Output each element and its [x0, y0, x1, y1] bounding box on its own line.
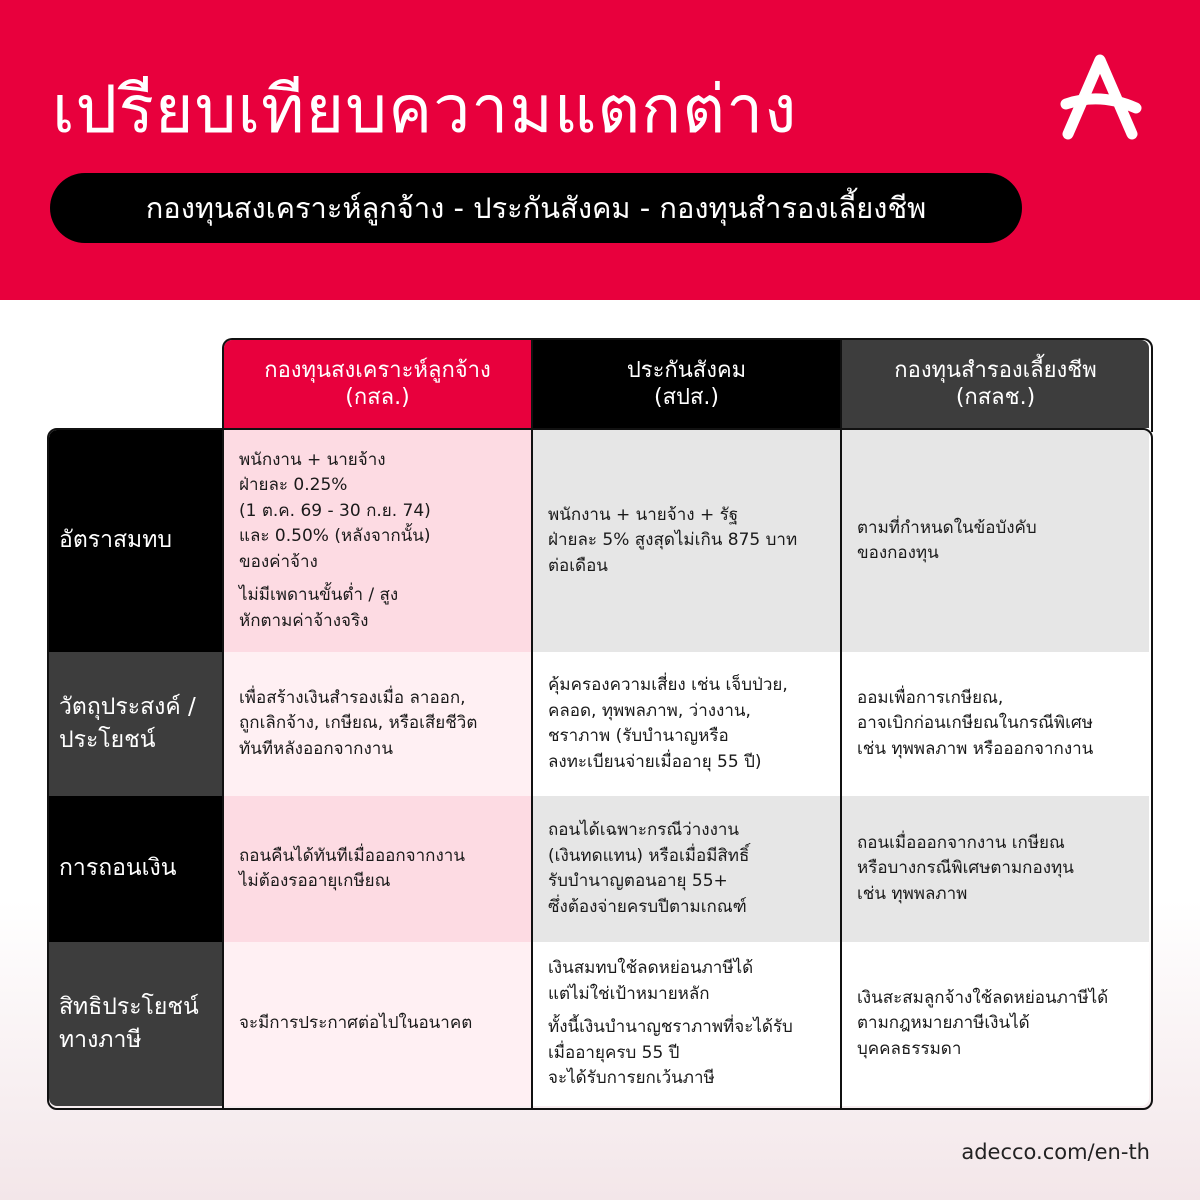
row-label-text: สิทธิประโยชน์	[59, 993, 199, 1020]
table-cell	[533, 796, 840, 942]
cell-line: เมื่ออายุครบ 55 ปี	[548, 1042, 680, 1063]
row-label-text: อัตราสมทบ	[59, 527, 172, 554]
cell-line: บุคคลธรรมดา	[857, 1038, 962, 1059]
column-divider	[840, 338, 842, 1108]
cell-line: อาจเบิกก่อนเกษียณในกรณีพิเศษ	[857, 713, 1093, 734]
table-cell	[842, 942, 1149, 1106]
row-label-contribution-rate	[49, 430, 222, 652]
cell-line: ไม่ต้องรออายุเกษียณ	[239, 871, 391, 891]
cell-line: หรือบางกรณีพิเศษตามกองทุน	[857, 858, 1074, 879]
table-cell	[224, 796, 531, 942]
cell-line: ถูกเลิกจ้าง, เกษียณ, หรือเสียชีวิต	[239, 713, 478, 734]
row-label-text: การถอนเงิน	[59, 855, 177, 882]
cell-line: พนักงาน + นายจ้าง + รัฐ	[548, 504, 739, 525]
cell-line: คลอด, ทุพพลภาพ, ว่างงาน,	[548, 700, 751, 721]
cell-line: เงินสะสมลูกจ้างใช้ลดหย่อนภาษีได้	[857, 987, 1109, 1008]
column-header-line1: กองทุนสำรองเลี้ยงชีพ	[894, 357, 1097, 383]
cell-line: ถอนได้เฉพาะกรณีว่างงาน	[548, 820, 740, 840]
cell-line: ของกองทุน	[857, 543, 939, 563]
cell-line: คุ้มครองความเสี่ยง เช่น เจ็บป่วย,	[548, 675, 788, 695]
cell-line: จะได้รับการยกเว้นภาษี	[548, 1068, 715, 1089]
column-header-social-security	[533, 340, 840, 428]
column-divider	[222, 428, 224, 1108]
page-subtitle: กองทุนสงเคราะห์ลูกจ้าง - ประกันสังคม - กองทุนสำรองเลี้ยงชีพ	[145, 191, 927, 225]
cell-line: ชราภาพ (รับบำนาญหรือ	[548, 726, 729, 746]
cell-line: พนักงาน + นายจ้าง	[239, 449, 386, 470]
cell-line: (เงินทดแทน) หรือเมื่อมีสิทธิ์	[548, 845, 750, 866]
row-label-text: ทางภาษี	[59, 1027, 142, 1053]
row-label-withdrawal	[49, 796, 222, 942]
cell-line: ตามกฎหมายภาษีเงินได้	[857, 1013, 1030, 1034]
cell-line: เช่น ทุพพลภาพ หรือออกจากงาน	[857, 738, 1094, 759]
cell-line: เพื่อสร้างเงินสำรองเมื่อ ลาออก,	[239, 687, 466, 708]
cell-line: เช่น ทุพพลภาพ	[857, 883, 968, 904]
table-cell	[842, 430, 1149, 652]
cell-line: เงินสมทบใช้ลดหย่อนภาษีได้	[548, 958, 754, 979]
table-cell	[224, 652, 531, 796]
comparison-table	[47, 338, 1153, 1110]
table-cell	[533, 430, 840, 652]
cell-line: ไม่มีเพดานขั้นต่ำ / สูง	[239, 585, 399, 606]
column-header-kslk	[224, 340, 531, 428]
cell-line: แต่ไม่ใช่เป้าหมายหลัก	[548, 983, 710, 1004]
row-label-text: วัตถุประสงค์ /	[59, 693, 196, 720]
table-cell	[533, 652, 840, 796]
adecco-a-logo-icon	[1060, 52, 1144, 140]
cell-line: จะมีการประกาศต่อไปในอนาคต	[239, 1013, 473, 1034]
cell-line: ฝ่ายละ 0.25%	[239, 475, 348, 496]
cell-line: ทั้งนี้เงินบำนาญชราภาพที่จะได้รับ	[548, 1017, 793, 1038]
table-cell	[533, 942, 840, 1106]
column-header-line2: (กสลช.)	[955, 385, 1036, 410]
cell-line: ตามที่กำหนดในข้อบังคับ	[857, 517, 1037, 538]
cell-line: ถอนคืนได้ทันทีเมื่อออกจากงาน	[239, 845, 465, 866]
cell-line: ซึ่งต้องจ่ายครบปีตามเกณฑ์	[548, 896, 747, 917]
header-banner	[0, 0, 1200, 300]
cell-line: ของค่าจ้าง	[239, 551, 318, 572]
cell-line: (1 ต.ค. 69 - 30 ก.ย. 74)	[239, 500, 431, 521]
cell-line: รับบำนาญตอนอายุ 55+	[548, 871, 728, 891]
column-header-line1: ประกันสังคม	[626, 357, 747, 383]
table-cell	[842, 652, 1149, 796]
row-label-text: ประโยชน์	[59, 727, 156, 753]
website-url[interactable]: adecco.com/en-th	[961, 1140, 1150, 1164]
table-cell	[224, 430, 531, 652]
column-header-line2: (สปส.)	[654, 385, 719, 410]
column-header-line1: กองทุนสงเคราะห์ลูกจ้าง	[264, 357, 491, 383]
column-header-line2: (กสล.)	[345, 385, 410, 410]
cell-line: ต่อเดือน	[548, 555, 608, 576]
cell-line: ทันทีหลังออกจากงาน	[239, 738, 393, 759]
cell-line: ลงทะเบียนจ่ายเมื่ออายุ 55 ปี)	[548, 751, 762, 772]
table-cell	[224, 942, 531, 1106]
cell-line: ออมเพื่อการเกษียณ,	[857, 687, 1004, 708]
column-header-provident-fund	[842, 340, 1149, 428]
row-label-purpose	[49, 652, 222, 796]
table-cell	[842, 796, 1149, 942]
cell-line: หักตามค่าจ้างจริง	[239, 610, 369, 631]
column-divider	[531, 338, 533, 1108]
cell-line: และ 0.50% (หลังจากนั้น)	[239, 526, 431, 547]
page-title: เปรียบเทียบความแตกต่าง	[52, 71, 798, 148]
cell-line: ถอนเมื่อออกจากงาน เกษียณ	[857, 832, 1065, 853]
subtitle-pill	[50, 173, 1022, 243]
row-label-tax-benefit	[49, 942, 222, 1106]
cell-line: ฝ่ายละ 5% สูงสุดไม่เกิน 875 บาท	[548, 530, 798, 551]
